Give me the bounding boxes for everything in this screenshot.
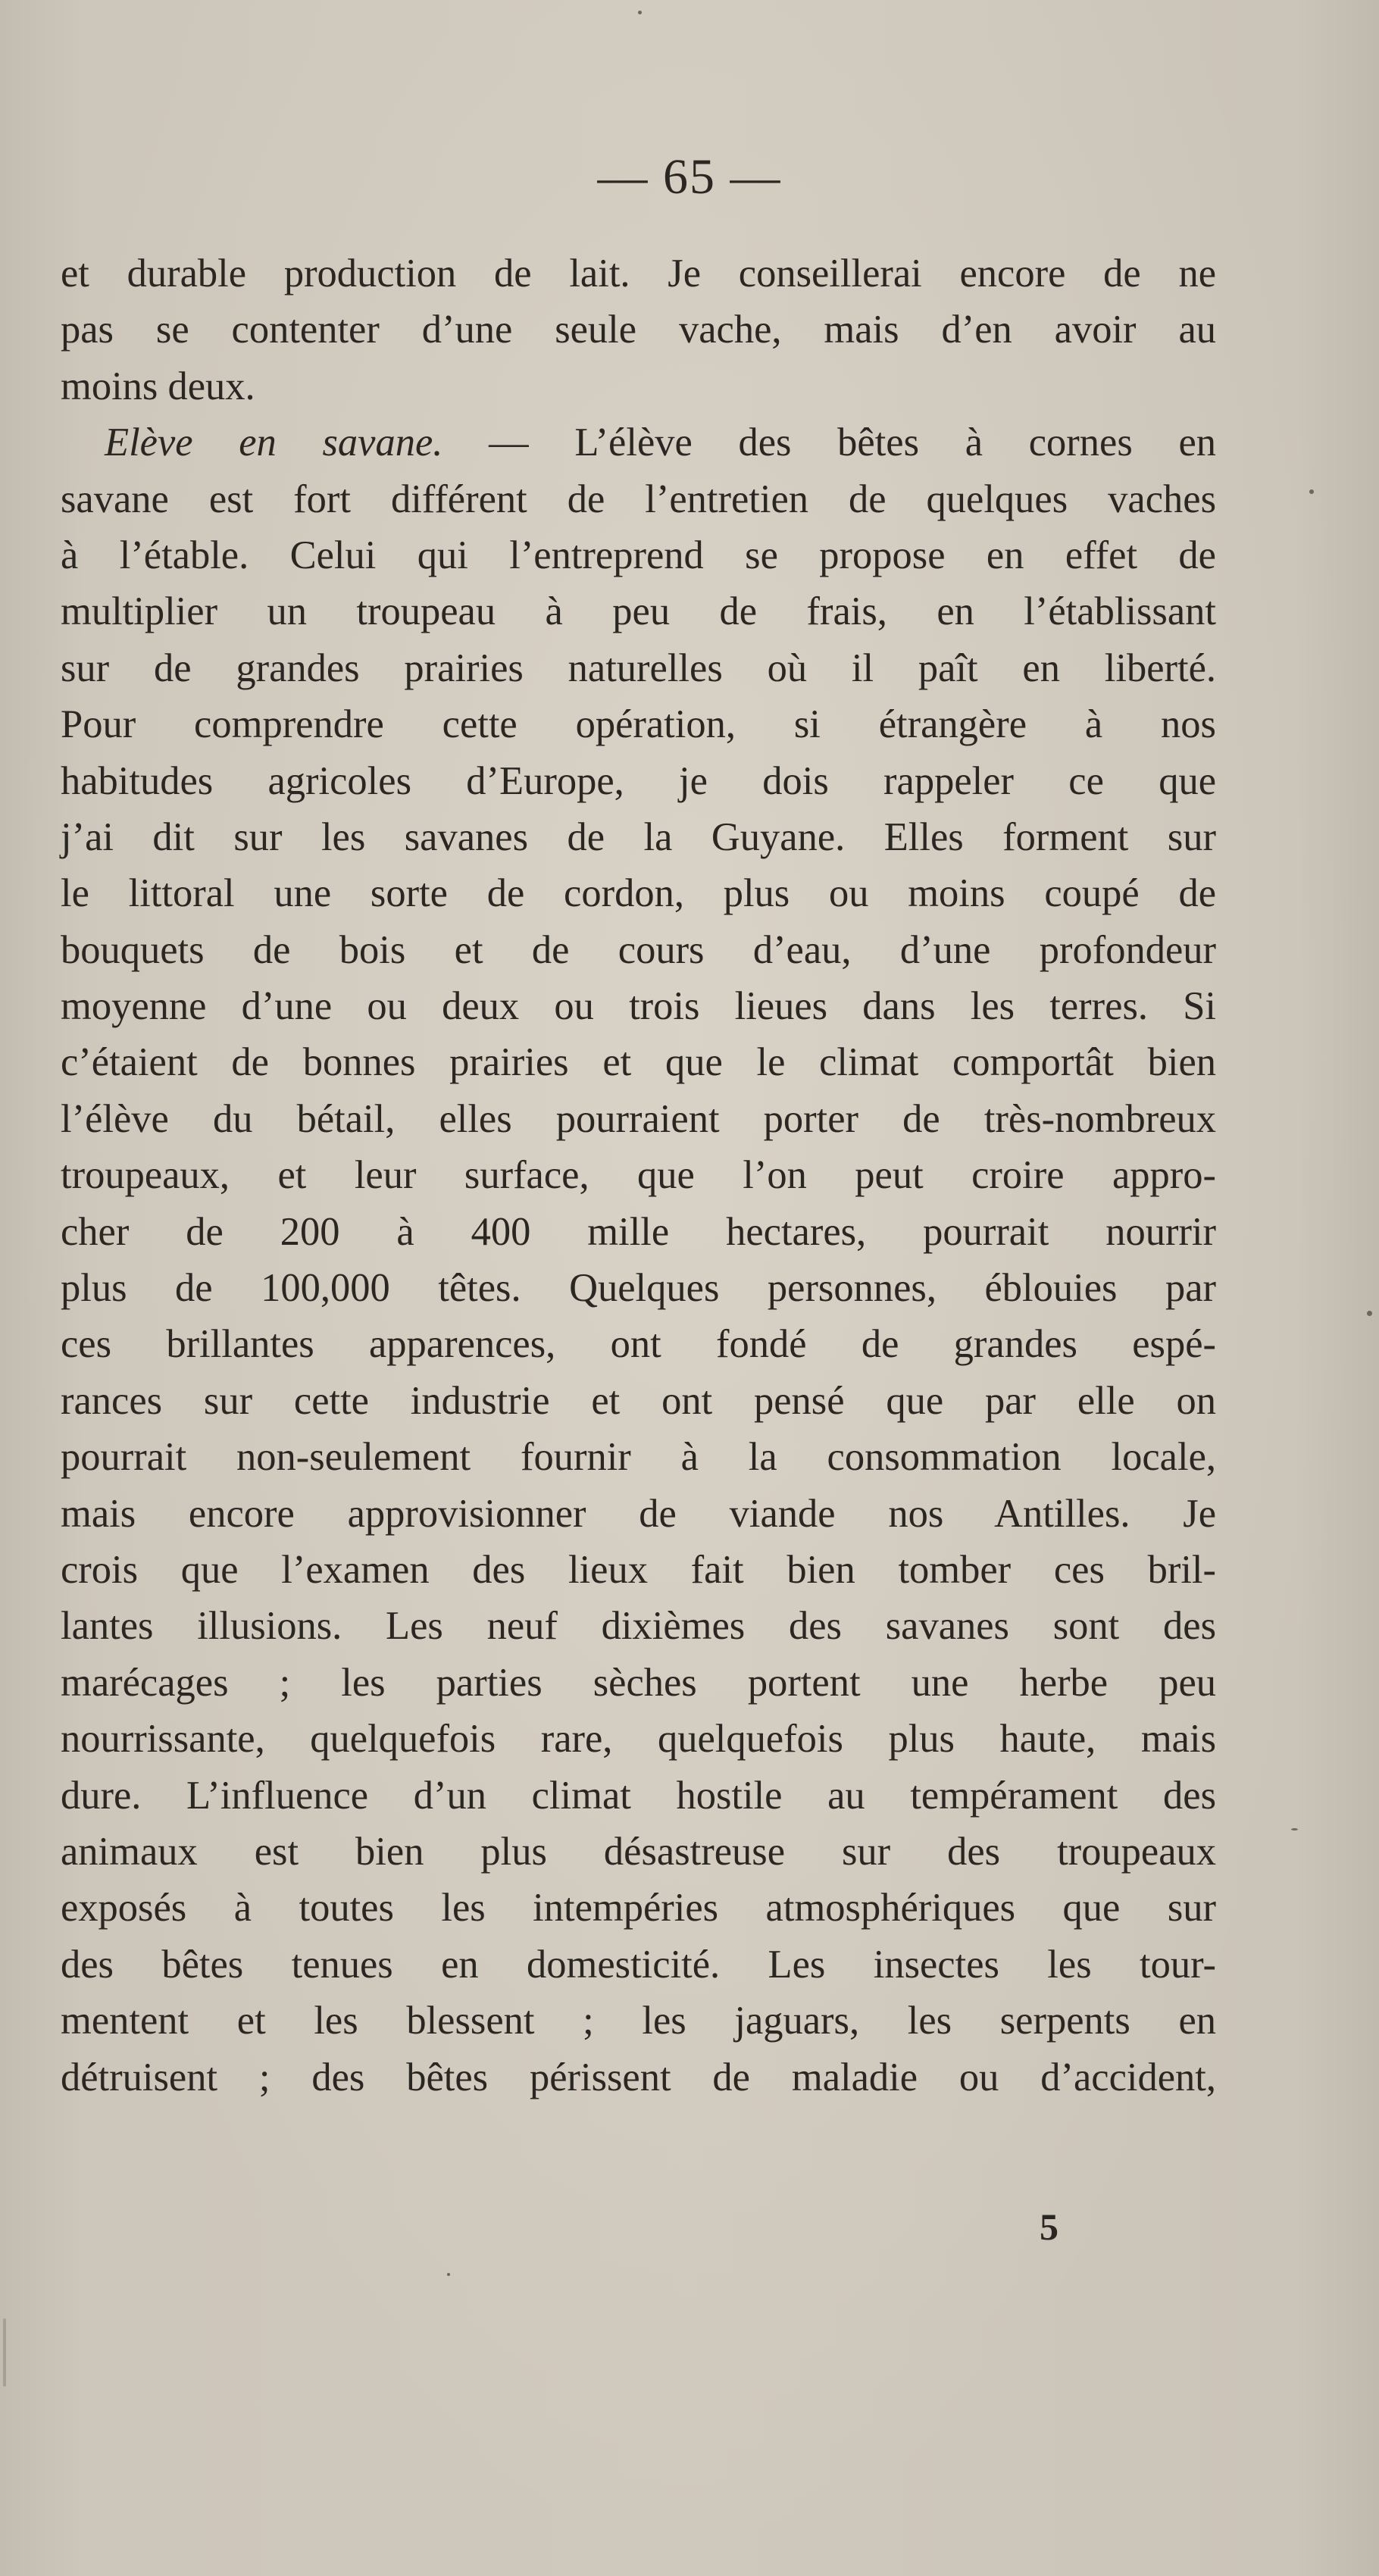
text-line: ces brillantes apparences, ont fondé de grandes espé- <box>61 1322 1216 1367</box>
text-line: rances sur cette industrie et ont pensé que par elle on <box>61 1378 1216 1423</box>
text-line: nourrissante, quelquefois rare, quelquefois plus haute, mais <box>61 1717 1216 1762</box>
section-heading: Elève en savane. <box>105 420 443 465</box>
text-line: marécages ; les parties sèches portent une herbe peu <box>61 1660 1216 1705</box>
text-line: moins deux. <box>61 364 255 408</box>
paper-speck <box>1367 1311 1372 1316</box>
text-line: plus de 100,000 têtes. Quelques personnes, éblouies par <box>61 1266 1216 1311</box>
signature-mark: 5 <box>1040 2206 1058 2248</box>
text-line: moyenne d’une ou deux ou trois lieues dans les terres. Si <box>61 984 1216 1029</box>
text-line: cher de 200 à 400 mille hectares, pourrait nourrir <box>61 1209 1216 1254</box>
text-line: l’élève du bétail, elles pourraient porter de très-nombreux <box>61 1096 1216 1141</box>
text-line: pas se contenter d’une seule vache, mais d’en avoir au <box>61 308 1216 352</box>
text-line: exposés à toutes les intempéries atmosphériques que sur <box>61 1886 1216 1930</box>
text-line: mentent et les blessent ; les jaguars, les serpents en <box>61 1999 1216 2043</box>
text-line: mais encore approvisionner de viande nos Antilles. Je <box>61 1491 1216 1536</box>
text-line: savane est fort différent de l’entretien de quelques vaches <box>61 477 1216 521</box>
text-line: bouquets de bois et de cours d’eau, d’une profondeur <box>61 927 1216 972</box>
paper-speck <box>3 2318 6 2387</box>
text-line: troupeaux, et leur surface, que l’on peut croire appro- <box>61 1153 1216 1198</box>
text-line: lantes illusions. Les neuf dixièmes des savanes sont des <box>61 1604 1216 1649</box>
text-line: habitudes agricoles d’Europe, je dois rappeler ce que <box>61 758 1216 803</box>
text-line: sur de grandes prairies naturelles où il paît en liberté. <box>61 646 1216 690</box>
text-line: le littoral une sorte de cordon, plus ou moins coupé de <box>61 871 1216 916</box>
text-line-with-heading <box>61 414 1216 470</box>
paper-speck <box>638 11 642 14</box>
text-line: animaux est bien plus désastreuse sur des troupeaux <box>61 1829 1216 1874</box>
text-line: détruisent ; des bêtes périssent de maladie ou d’accident, <box>61 2055 1216 2099</box>
paper-speck <box>1309 489 1314 494</box>
text-line-continuation: — L’élève des bêtes à cornes en <box>489 420 1217 465</box>
text-line: c’étaient de bonnes prairies et que le climat comportât bien <box>61 1040 1216 1085</box>
paper-speck <box>447 2273 450 2276</box>
text-line: et durable production de lait. Je conseillerai encore de ne <box>61 252 1216 295</box>
text-line: pourrait non-seulement fournir à la consommation locale, <box>61 1435 1216 1480</box>
text-line: des bêtes tenues en domesticité. Les insectes les tour- <box>61 1942 1216 1987</box>
text-line: à l’étable. Celui qui l’entreprend se propose en effet de <box>61 533 1216 577</box>
text-line: Pour comprendre cette opération, si étrangère à nos <box>61 702 1216 747</box>
body-text <box>61 245 1216 2106</box>
text-line: dure. L’influence d’un climat hostile au tempérament des <box>61 1773 1216 1818</box>
text-line: crois que l’examen des lieux fait bien tomber ces bril- <box>61 1547 1216 1592</box>
text-line: multiplier un troupeau à peu de frais, en l’établissant <box>61 589 1216 634</box>
text-line: j’ai dit sur les savanes de la Guyane. Elles forment sur <box>61 814 1216 859</box>
paper-speck <box>1291 1828 1298 1830</box>
page-number: — 65 — <box>597 149 782 205</box>
